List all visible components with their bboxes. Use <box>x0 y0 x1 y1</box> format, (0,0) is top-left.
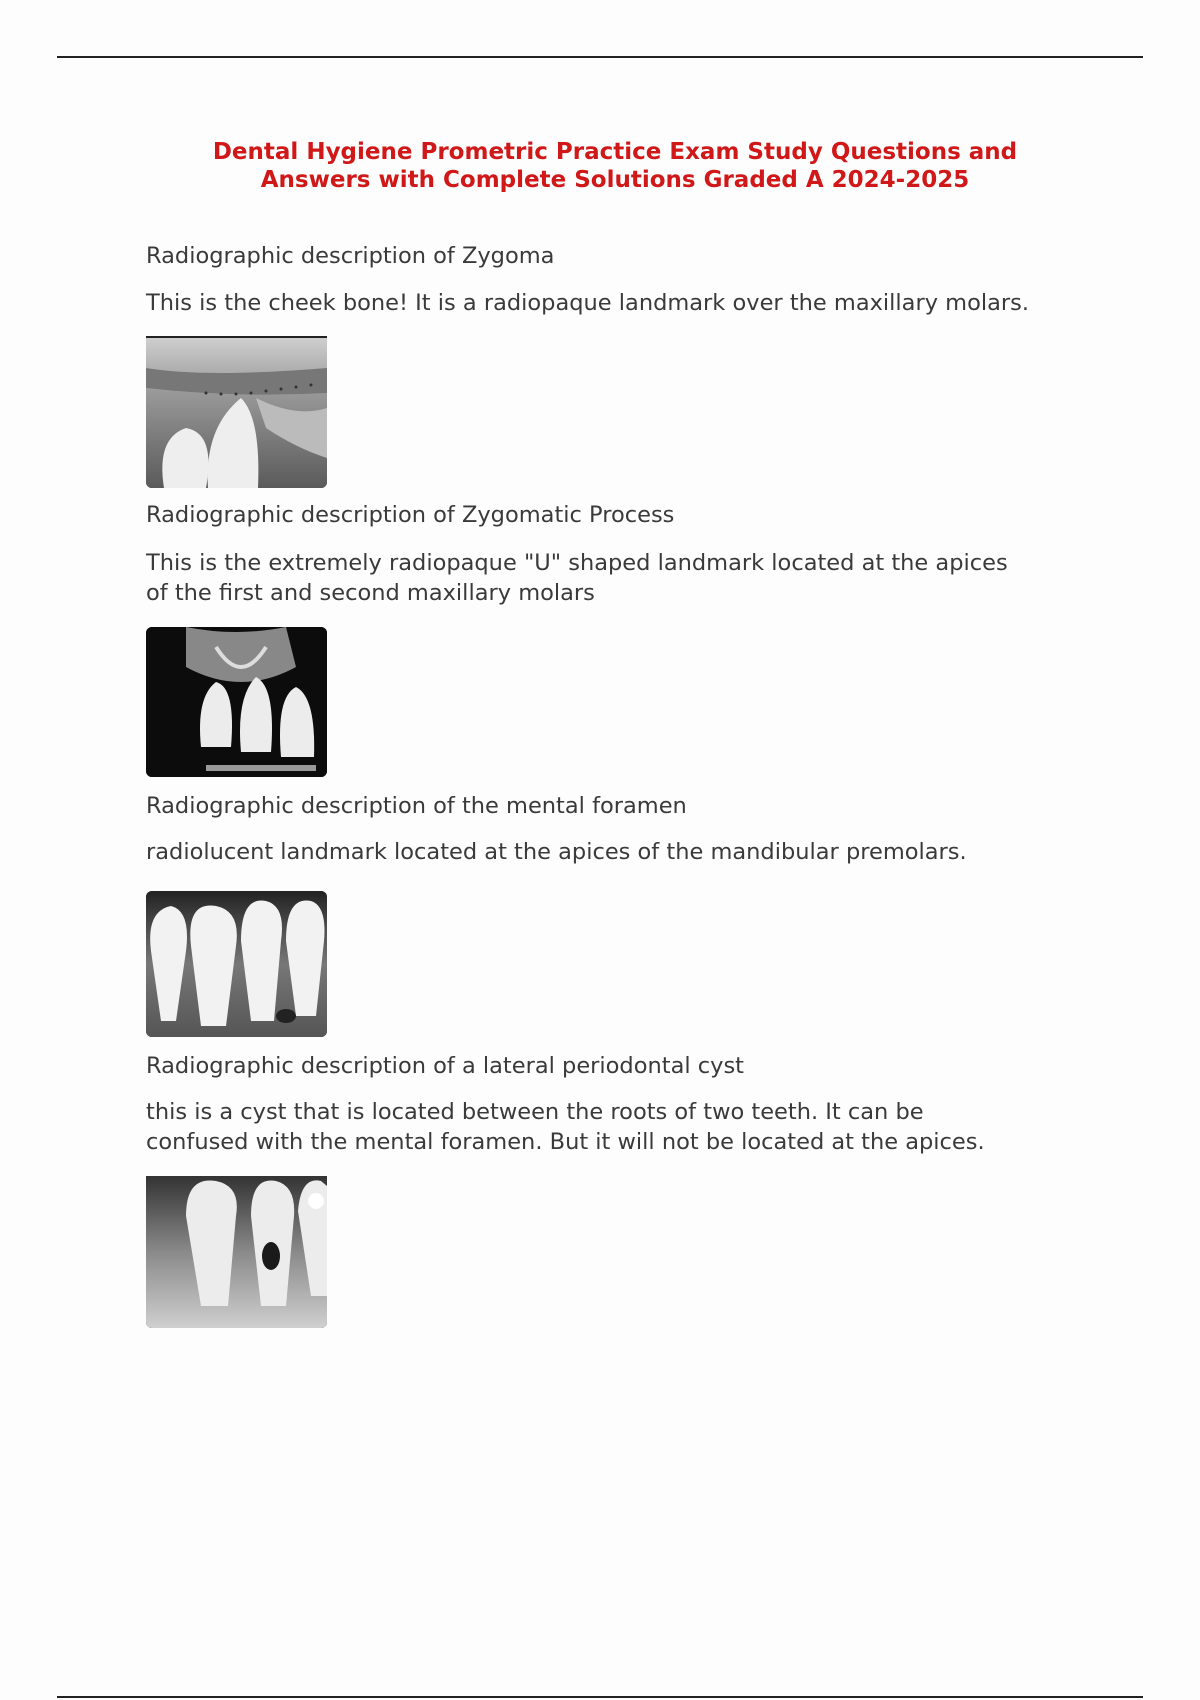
radiograph-image <box>146 891 327 1037</box>
footer-rule <box>57 1696 1143 1698</box>
answer-text <box>146 1097 1106 1157</box>
question-text: Radiographic description of Zygoma <box>146 243 555 269</box>
radiograph-image <box>146 336 327 488</box>
radiograph-image <box>146 627 327 777</box>
answer-line: This is the cheek bone! It is a radiopaque landmark over the maxillary molars. <box>146 290 1030 316</box>
document-title <box>120 138 1110 194</box>
question-text: Radiographic description of a lateral periodontal cyst <box>146 1053 744 1079</box>
answer-text <box>146 288 1106 318</box>
document-title-line: Answers with Complete Solutions Graded A 2024-2025 <box>260 167 970 193</box>
answer-line: radiolucent landmark located at the apices of the mandibular premolars. <box>146 839 967 865</box>
answer-line: confused with the mental foramen. But it will not be located at the apices. <box>146 1129 985 1155</box>
answer-line: This is the extremely radiopaque "U" shaped landmark located at the apices <box>146 550 1008 576</box>
document-title-line: Dental Hygiene Prometric Practice Exam Study Questions and <box>212 139 1018 165</box>
answer-text <box>146 548 1106 608</box>
header-rule <box>57 56 1143 58</box>
radiograph-image <box>146 1176 327 1328</box>
question-text: Radiographic description of the mental foramen <box>146 793 687 819</box>
answer-text <box>146 837 1106 867</box>
answer-line: this is a cyst that is located between the roots of two teeth. It can be <box>146 1099 924 1125</box>
question-text: Radiographic description of Zygomatic Process <box>146 502 675 528</box>
answer-line: of the first and second maxillary molars <box>146 580 595 606</box>
